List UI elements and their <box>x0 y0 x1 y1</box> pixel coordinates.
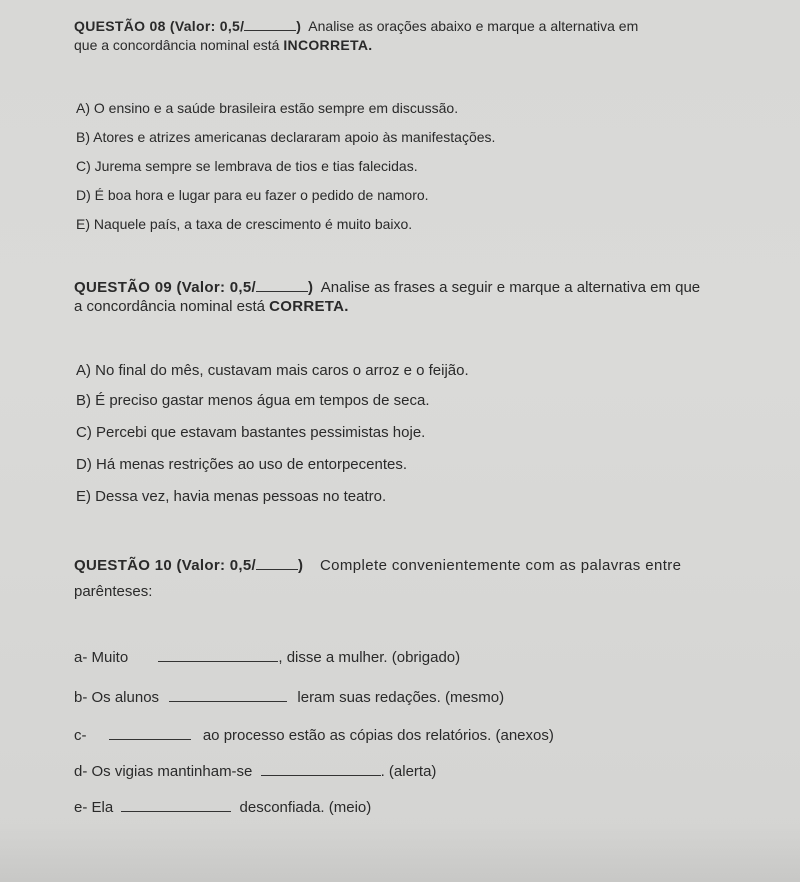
q8-option-e[interactable]: E) Naquele país, a taxa de crescimento é muito baixo. <box>76 216 413 232</box>
q10-item-b-after: leram suas redações. (mesmo) <box>297 689 505 706</box>
q8-option-b[interactable]: B) Atores e atrizes americanas declararam apoio às manifestações. <box>76 129 496 145</box>
q10-item-c-blank[interactable] <box>109 727 191 740</box>
q9-close: ) <box>307 279 314 296</box>
q9-line2-prefix: a concordância nominal está <box>74 298 270 315</box>
q9-option-b[interactable]: B) É preciso gastar menos água em tempos de seca. <box>76 392 430 409</box>
q10-header <box>74 557 681 574</box>
q8-option-c[interactable]: C) Jurema sempre se lembrava de tios e tias falecidas. <box>76 158 418 174</box>
q9-title: QUESTÃO 09 (Valor: 0,5/ <box>74 279 256 296</box>
q8-line2-emph: INCORRETA. <box>283 37 373 53</box>
q8-header <box>74 18 638 34</box>
q10-item-a-before: a- Muito <box>74 649 129 666</box>
q10-item-e <box>74 799 371 816</box>
q10-item-c <box>74 727 554 744</box>
q10-item-c-after: ao processo estão as cópias dos relatórios. (anexos) <box>202 727 554 744</box>
q9-option-d[interactable]: D) Há menas restrições ao uso de entorpecentes. <box>76 456 408 473</box>
q8-option-a[interactable]: A) O ensino e a saúde brasileira estão sempre em discussão. <box>76 100 459 116</box>
q10-item-a <box>74 649 460 666</box>
q10-item-a-after: , disse a mulher. (obrigado) <box>278 649 461 666</box>
q10-item-b <box>74 689 504 706</box>
q8-header-line2 <box>74 37 372 53</box>
q10-item-a-blank[interactable] <box>158 649 278 662</box>
q10-item-e-after: desconfiada. (meio) <box>239 799 372 816</box>
q9-option-a[interactable]: A) No final do mês, custavam mais caros o arroz e o feijão. <box>76 362 469 379</box>
q9-header-line2 <box>74 298 349 315</box>
q10-item-e-before: e- Ela <box>74 799 114 816</box>
q9-instruction: Analise as frases a seguir e marque a alternativa em que <box>320 279 701 296</box>
q10-line2: parênteses: <box>74 583 153 600</box>
paper-shadow <box>0 822 800 882</box>
q9-option-c[interactable]: C) Percebi que estavam bastantes pessimistas hoje. <box>76 424 426 441</box>
q10-instruction: Complete convenientemente com as palavras entre <box>319 557 682 574</box>
q8-title: QUESTÃO 08 (Valor: 0,5/ <box>74 18 245 34</box>
q10-close: ) <box>297 557 304 574</box>
q10-item-e-blank[interactable] <box>121 799 231 812</box>
q10-header-line2 <box>74 583 152 600</box>
q10-item-d-before: d- Os vigias mantinham-se <box>74 763 253 780</box>
q8-instruction: Analise as orações abaixo e marque a alternativa em <box>308 18 639 34</box>
q9-line2-emph: CORRETA. <box>269 298 349 315</box>
q10-title: QUESTÃO 10 (Valor: 0,5/ <box>74 557 256 574</box>
q8-line2-prefix: que a concordância nominal está <box>74 37 284 53</box>
q9-header <box>74 279 700 296</box>
q9-score-blank[interactable] <box>256 279 308 292</box>
q8-option-d[interactable]: D) É boa hora e lugar para eu fazer o pedido de namoro. <box>76 187 429 203</box>
q10-item-d-after: . (alerta) <box>380 763 437 780</box>
q8-score-blank[interactable] <box>244 18 296 31</box>
q8-close: ) <box>296 18 302 34</box>
q10-item-c-before: c- <box>74 727 87 744</box>
q10-item-d <box>74 763 436 780</box>
q10-item-b-blank[interactable] <box>169 689 287 702</box>
q10-item-b-before: b- Os alunos <box>74 689 160 706</box>
q10-item-d-blank[interactable] <box>261 763 381 776</box>
q10-score-blank[interactable] <box>256 557 298 570</box>
q9-option-e[interactable]: E) Dessa vez, havia menas pessoas no teatro. <box>76 488 387 505</box>
